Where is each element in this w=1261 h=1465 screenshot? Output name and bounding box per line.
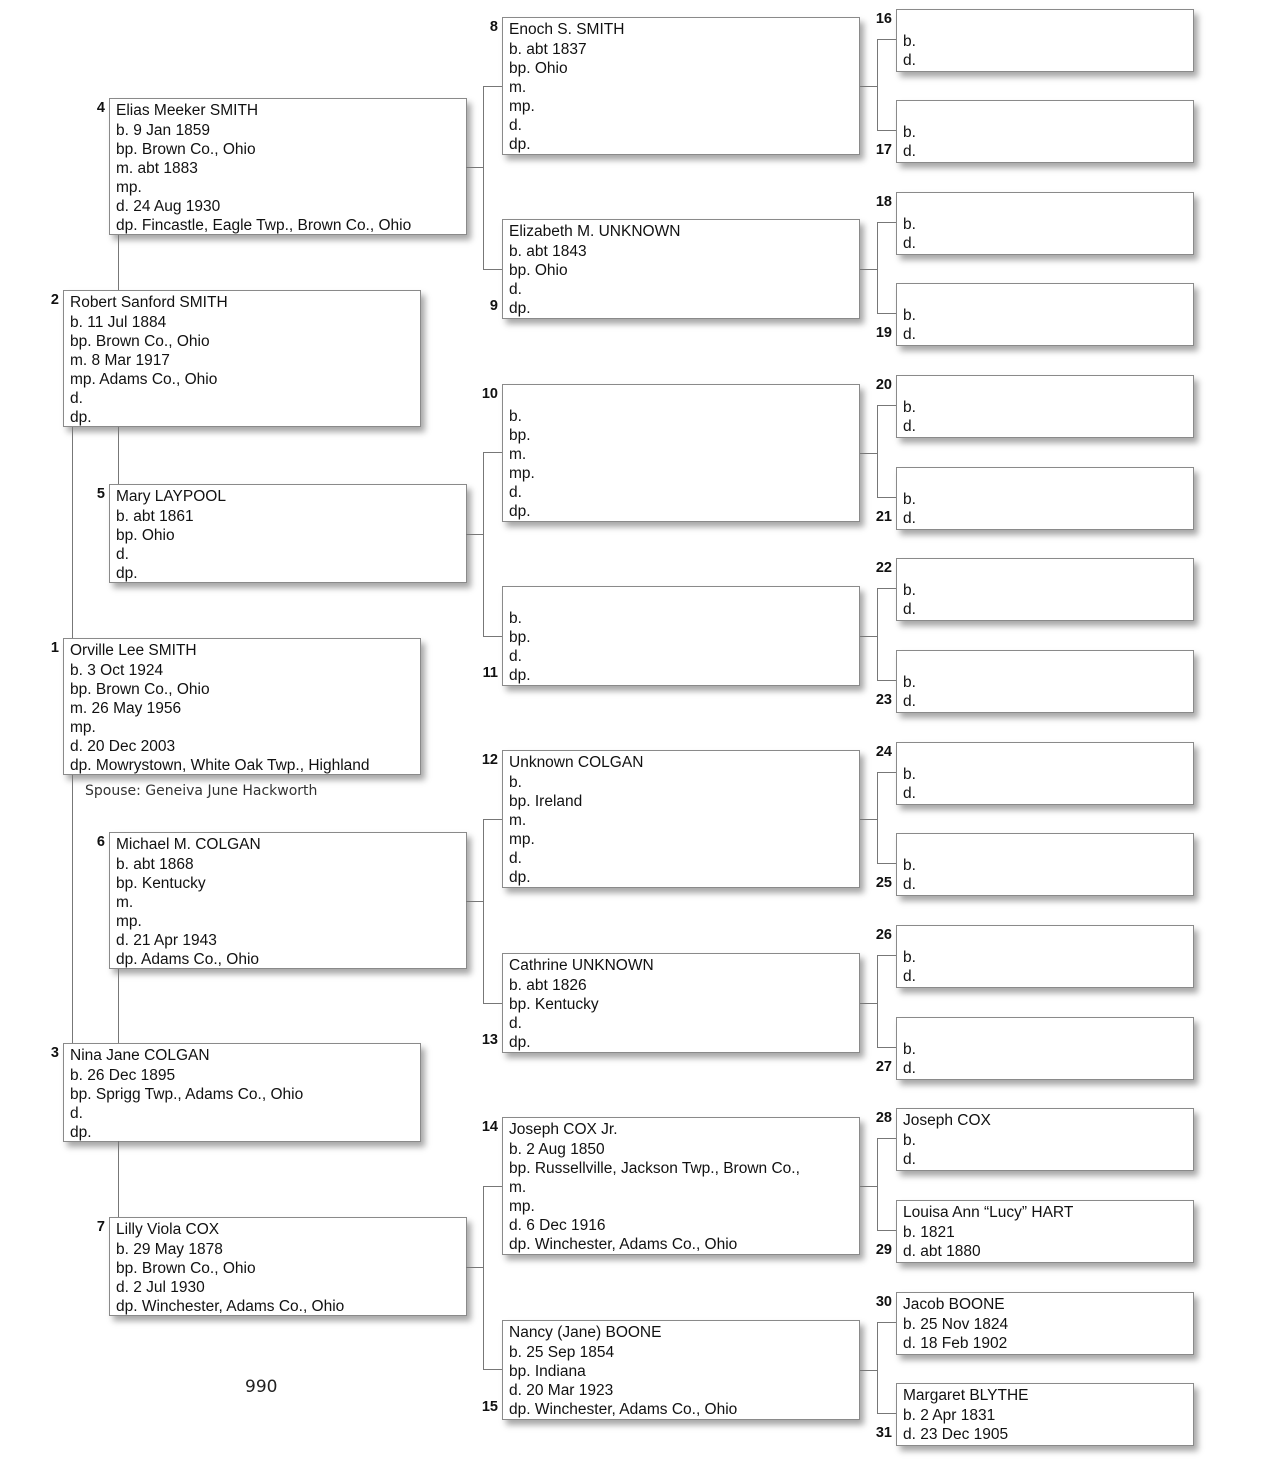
person-detail: bp. Kentucky <box>509 996 599 1013</box>
person-detail: b. 2 Apr 1831 <box>903 1407 996 1424</box>
ahnentafel-number: 3 <box>50 1045 59 1061</box>
person-detail: d. <box>903 418 916 435</box>
page-number: 990 <box>245 1377 278 1397</box>
person-detail: d. <box>509 850 522 867</box>
person-detail: bp. Brown Co., Ohio <box>116 141 256 158</box>
ahnentafel-number: 6 <box>96 834 105 850</box>
person-detail: d. 20 Dec 2003 <box>70 738 176 755</box>
person-detail: dp. <box>116 565 138 582</box>
person-detail: d. <box>509 117 522 134</box>
person-name <box>903 744 1193 765</box>
connector-line <box>483 452 502 453</box>
person-detail: bp. Ohio <box>509 60 568 77</box>
connector-line <box>877 497 896 498</box>
person-name: Lilly Viola COX <box>116 1221 220 1238</box>
connector-line <box>877 39 896 40</box>
ahnentafel-number: 30 <box>875 1294 892 1310</box>
ahnentafel-number: 22 <box>875 560 892 576</box>
connector-line <box>483 1186 484 1369</box>
connector-line <box>483 1186 502 1187</box>
person-name: Orville Lee SMITH <box>70 642 197 659</box>
person-box-24[interactable] <box>896 742 1194 805</box>
person-name: Robert Sanford SMITH <box>70 294 228 311</box>
connector-line <box>118 427 119 484</box>
connector-line <box>877 955 896 956</box>
person-name: Nina Jane COLGAN <box>70 1047 210 1064</box>
person-detail: b. <box>903 766 916 783</box>
connector-line <box>877 1230 896 1231</box>
person-box-25[interactable] <box>896 833 1194 896</box>
ahnentafel-number: 15 <box>481 1399 498 1415</box>
ahnentafel-number: 18 <box>875 194 892 210</box>
person-detail: m. 26 May 1956 <box>70 700 182 717</box>
person-box-19[interactable] <box>896 283 1194 346</box>
connector-line <box>860 636 877 637</box>
person-detail: bp. Brown Co., Ohio <box>70 333 210 350</box>
ahnentafel-number: 27 <box>875 1059 892 1075</box>
person-box-16[interactable] <box>896 9 1194 72</box>
person-detail: bp. Kentucky <box>116 875 206 892</box>
person-detail: b. 9 Jan 1859 <box>116 122 210 139</box>
person-name <box>903 1019 1193 1040</box>
person-detail: b. 29 May 1878 <box>116 1241 223 1258</box>
connector-line <box>466 534 483 535</box>
connector-line <box>877 130 896 131</box>
connector-line <box>483 86 484 269</box>
connector-line <box>877 222 896 223</box>
person-name: Mary LAYPOOL <box>116 488 226 505</box>
person-detail: d. <box>903 1151 916 1168</box>
connector-line <box>860 1186 877 1187</box>
person-detail: b. abt 1837 <box>509 41 587 58</box>
ahnentafel-number: 14 <box>481 1119 498 1135</box>
person-detail: d. <box>903 601 916 618</box>
person-detail: d. <box>509 281 522 298</box>
person-name <box>903 11 1193 32</box>
connector-line <box>72 427 73 638</box>
connector-line <box>877 772 896 773</box>
person-detail: d. <box>509 1015 522 1032</box>
person-box-21[interactable] <box>896 467 1194 530</box>
person-detail: b. <box>903 674 916 691</box>
connector-line <box>877 680 896 681</box>
ahnentafel-number: 12 <box>481 752 498 768</box>
person-box-14[interactable] <box>502 1117 860 1255</box>
person-detail: b. <box>509 774 522 791</box>
person-name: Cathrine UNKNOWN <box>509 957 654 974</box>
person-detail: b. 2 Aug 1850 <box>509 1141 605 1158</box>
person-name <box>903 469 1193 490</box>
connector-line <box>877 405 896 406</box>
person-detail: b. <box>509 408 522 425</box>
person-detail: bp. Ohio <box>116 527 175 544</box>
connector-line <box>860 1370 877 1371</box>
person-box-18[interactable] <box>896 192 1194 255</box>
person-box-3[interactable] <box>63 1043 421 1142</box>
person-box-13[interactable] <box>502 953 860 1053</box>
person-detail: b. abt 1868 <box>116 856 194 873</box>
connector-line <box>860 86 877 87</box>
person-detail: d. <box>903 235 916 252</box>
connector-line <box>877 1322 878 1413</box>
person-name <box>903 560 1193 581</box>
person-detail: m. 8 Mar 1917 <box>70 352 170 369</box>
connector-line <box>877 1138 896 1139</box>
person-box-12[interactable] <box>502 750 860 888</box>
person-detail: m. abt 1883 <box>116 160 198 177</box>
person-detail: d. abt 1880 <box>903 1243 981 1260</box>
person-detail: d. <box>70 1105 83 1122</box>
person-detail: mp. <box>509 465 535 482</box>
connector-line <box>877 588 878 680</box>
person-detail: b. abt 1861 <box>116 508 194 525</box>
person-detail: mp. <box>116 913 142 930</box>
person-box-8[interactable] <box>502 17 860 155</box>
person-detail: b. <box>903 857 916 874</box>
connector-line <box>483 269 502 270</box>
person-detail: b. abt 1826 <box>509 977 587 994</box>
person-detail: dp. Mowrystown, White Oak Twp., Highland <box>70 757 370 774</box>
person-detail: mp. <box>70 719 96 736</box>
ahnentafel-number: 11 <box>482 665 498 681</box>
person-name: Elizabeth M. UNKNOWN <box>509 223 681 240</box>
connector-line <box>466 167 483 168</box>
person-box-31[interactable] <box>896 1383 1194 1446</box>
person-detail: d. 6 Dec 1916 <box>509 1217 606 1234</box>
connector-line <box>877 1138 878 1230</box>
person-box-10[interactable] <box>502 384 860 522</box>
person-detail: d. 2 Jul 1930 <box>116 1279 205 1296</box>
ahnentafel-number: 29 <box>875 1242 892 1258</box>
person-detail: d. <box>903 1060 916 1077</box>
person-name: Joseph COX Jr. <box>509 1121 618 1138</box>
person-detail: m. <box>509 79 527 96</box>
person-detail: m. <box>509 446 527 463</box>
person-box-11[interactable] <box>502 586 860 686</box>
person-box-23[interactable] <box>896 650 1194 713</box>
person-detail: bp. Indiana <box>509 1363 586 1380</box>
person-detail: dp. <box>509 136 531 153</box>
person-detail: bp. Ohio <box>509 262 568 279</box>
person-detail: b. <box>903 582 916 599</box>
person-detail: dp. Winchester, Adams Co., Ohio <box>116 1298 345 1315</box>
person-detail: mp. <box>509 98 535 115</box>
person-box-20[interactable] <box>896 375 1194 438</box>
person-box-26[interactable] <box>896 925 1194 988</box>
connector-line <box>483 452 484 636</box>
person-detail: b. <box>903 307 916 324</box>
connector-line <box>877 772 878 863</box>
connector-line <box>877 588 896 589</box>
person-detail: bp. Brown Co., Ohio <box>116 1260 256 1277</box>
person-name: Joseph COX <box>903 1112 991 1129</box>
person-name: Elias Meeker SMITH <box>116 102 259 119</box>
person-detail: bp. Sprigg Twp., Adams Co., Ohio <box>70 1086 304 1103</box>
ahnentafel-number: 21 <box>875 509 892 525</box>
connector-line <box>483 819 484 1003</box>
ahnentafel-number: 9 <box>489 298 498 314</box>
person-detail: b. 11 Jul 1884 <box>70 314 167 331</box>
person-detail: b. <box>903 949 916 966</box>
person-detail: d. <box>116 546 129 563</box>
person-detail: dp. <box>70 1124 92 1141</box>
spouse-note: Spouse: Geneiva June Hackworth <box>85 783 318 799</box>
ahnentafel-number: 10 <box>481 386 498 402</box>
person-name <box>509 386 859 407</box>
person-box-15[interactable] <box>502 1320 860 1420</box>
connector-line <box>483 86 502 87</box>
person-detail: d. <box>903 693 916 710</box>
person-name: Margaret BLYTHE <box>903 1387 1029 1404</box>
ahnentafel-number: 2 <box>50 292 59 308</box>
person-detail: b. <box>903 1132 916 1149</box>
person-box-7[interactable] <box>109 1217 467 1316</box>
person-detail: bp. Ireland <box>509 793 583 810</box>
ahnentafel-number: 19 <box>875 325 892 341</box>
connector-line <box>877 1413 896 1414</box>
person-detail: bp. <box>509 629 531 646</box>
connector-line <box>483 1369 502 1370</box>
person-detail: d. <box>903 785 916 802</box>
person-detail: mp. Adams Co., Ohio <box>70 371 218 388</box>
person-detail: b. <box>903 1041 916 1058</box>
person-detail: d. 18 Feb 1902 <box>903 1335 1008 1352</box>
person-box-27[interactable] <box>896 1017 1194 1080</box>
person-box-5[interactable] <box>109 484 467 583</box>
person-box-29[interactable] <box>896 1200 1194 1263</box>
person-detail: b. 25 Sep 1854 <box>509 1344 615 1361</box>
person-detail: b. abt 1843 <box>509 243 587 260</box>
person-detail: bp. <box>509 427 531 444</box>
person-detail: b. <box>903 399 916 416</box>
ahnentafel-number: 28 <box>875 1110 892 1126</box>
ahnentafel-number: 25 <box>875 875 892 891</box>
connector-line <box>483 636 502 637</box>
connector-line <box>118 1141 119 1217</box>
person-detail: dp. <box>509 667 531 684</box>
person-detail: d. <box>903 968 916 985</box>
person-name <box>903 927 1193 948</box>
person-detail: dp. <box>509 869 531 886</box>
connector-line <box>860 453 877 454</box>
connector-line <box>118 235 119 290</box>
ahnentafel-number: 16 <box>875 11 892 27</box>
person-detail: b. 3 Oct 1924 <box>70 662 164 679</box>
ahnentafel-number: 1 <box>50 640 59 656</box>
person-box-22[interactable] <box>896 558 1194 621</box>
person-detail: b. <box>509 610 522 627</box>
ahnentafel-number: 24 <box>875 744 892 760</box>
person-name <box>903 652 1193 673</box>
person-detail: dp. <box>509 1034 531 1051</box>
connector-line <box>483 819 502 820</box>
person-box-2[interactable] <box>63 290 421 427</box>
person-detail: m. <box>509 812 527 829</box>
person-name: Unknown COLGAN <box>509 754 644 771</box>
connector-line <box>72 775 73 1043</box>
person-detail: dp. Winchester, Adams Co., Ohio <box>509 1236 738 1253</box>
person-detail: dp. Winchester, Adams Co., Ohio <box>509 1401 738 1418</box>
person-box-9[interactable] <box>502 219 860 319</box>
person-detail: m. <box>116 894 134 911</box>
person-detail: bp. Russellville, Jackson Twp., Brown Co., <box>509 1160 800 1177</box>
person-detail: d. <box>903 52 916 69</box>
connector-line <box>877 313 896 314</box>
person-detail: d. 20 Mar 1923 <box>509 1382 614 1399</box>
person-detail: bp. Brown Co., Ohio <box>70 681 210 698</box>
person-detail: mp. <box>116 179 142 196</box>
person-detail: d. <box>903 876 916 893</box>
connector-line <box>466 1267 483 1268</box>
ahnentafel-number: 8 <box>489 19 498 35</box>
person-detail: d. 21 Apr 1943 <box>116 932 217 949</box>
ahnentafel-number: 17 <box>875 142 892 158</box>
person-detail: b. 26 Dec 1895 <box>70 1067 176 1084</box>
ahnentafel-number: 7 <box>96 1219 105 1235</box>
person-name <box>903 194 1193 215</box>
person-name: Michael M. COLGAN <box>116 836 261 853</box>
person-detail: dp. Fincastle, Eagle Twp., Brown Co., Ohio <box>116 217 412 234</box>
connector-line <box>877 222 878 313</box>
person-box-4[interactable] <box>109 98 467 235</box>
person-detail: d. <box>509 648 522 665</box>
person-name <box>509 588 859 609</box>
connector-line <box>860 1003 877 1004</box>
person-name: Jacob BOONE <box>903 1296 1005 1313</box>
person-name <box>903 835 1193 856</box>
person-detail: d. <box>903 510 916 527</box>
ahnentafel-number: 20 <box>875 377 892 393</box>
person-detail: b. 1821 <box>903 1224 955 1241</box>
person-detail: dp. Adams Co., Ohio <box>116 951 260 968</box>
person-name: Louisa Ann “Lucy” HART <box>903 1204 1074 1221</box>
connector-line <box>483 1003 502 1004</box>
person-detail: d. <box>509 484 522 501</box>
person-detail: dp. <box>509 300 531 317</box>
person-detail: d. <box>903 326 916 343</box>
person-name: Enoch S. SMITH <box>509 21 625 38</box>
person-detail: mp. <box>509 831 535 848</box>
person-detail: dp. <box>509 503 531 520</box>
person-box-6[interactable] <box>109 832 467 969</box>
person-box-30[interactable] <box>896 1292 1194 1355</box>
person-detail: b. <box>903 124 916 141</box>
person-name <box>903 102 1193 123</box>
connector-line <box>860 819 877 820</box>
person-detail: mp. <box>509 1198 535 1215</box>
person-detail: m. <box>509 1179 527 1196</box>
person-detail: b. <box>903 33 916 50</box>
ahnentafel-number: 4 <box>96 100 105 116</box>
connector-line <box>877 405 878 497</box>
connector-line <box>860 269 877 270</box>
person-detail: dp. <box>70 409 92 426</box>
ahnentafel-number: 23 <box>875 692 892 708</box>
ahnentafel-number: 26 <box>875 927 892 943</box>
connector-line <box>118 969 119 1043</box>
person-detail: b. 25 Nov 1824 <box>903 1316 1009 1333</box>
person-box-17[interactable] <box>896 100 1194 163</box>
ahnentafel-number: 5 <box>96 486 105 502</box>
person-box-28[interactable] <box>896 1108 1194 1171</box>
person-detail: d. <box>903 143 916 160</box>
person-detail: d. 24 Aug 1930 <box>116 198 221 215</box>
person-detail: b. <box>903 491 916 508</box>
person-detail: b. <box>903 216 916 233</box>
ahnentafel-number: 13 <box>481 1032 498 1048</box>
ahnentafel-number: 31 <box>875 1425 892 1441</box>
person-detail: d. 23 Dec 1905 <box>903 1426 1009 1443</box>
connector-line <box>466 901 483 902</box>
connector-line <box>877 39 878 130</box>
connector-line <box>877 1322 896 1323</box>
connector-line <box>877 1047 896 1048</box>
person-box-1[interactable] <box>63 638 421 775</box>
person-name <box>903 377 1193 398</box>
person-name <box>903 285 1193 306</box>
connector-line <box>877 955 878 1047</box>
person-name: Nancy (Jane) BOONE <box>509 1324 662 1341</box>
person-detail: d. <box>70 390 83 407</box>
connector-line <box>877 863 896 864</box>
